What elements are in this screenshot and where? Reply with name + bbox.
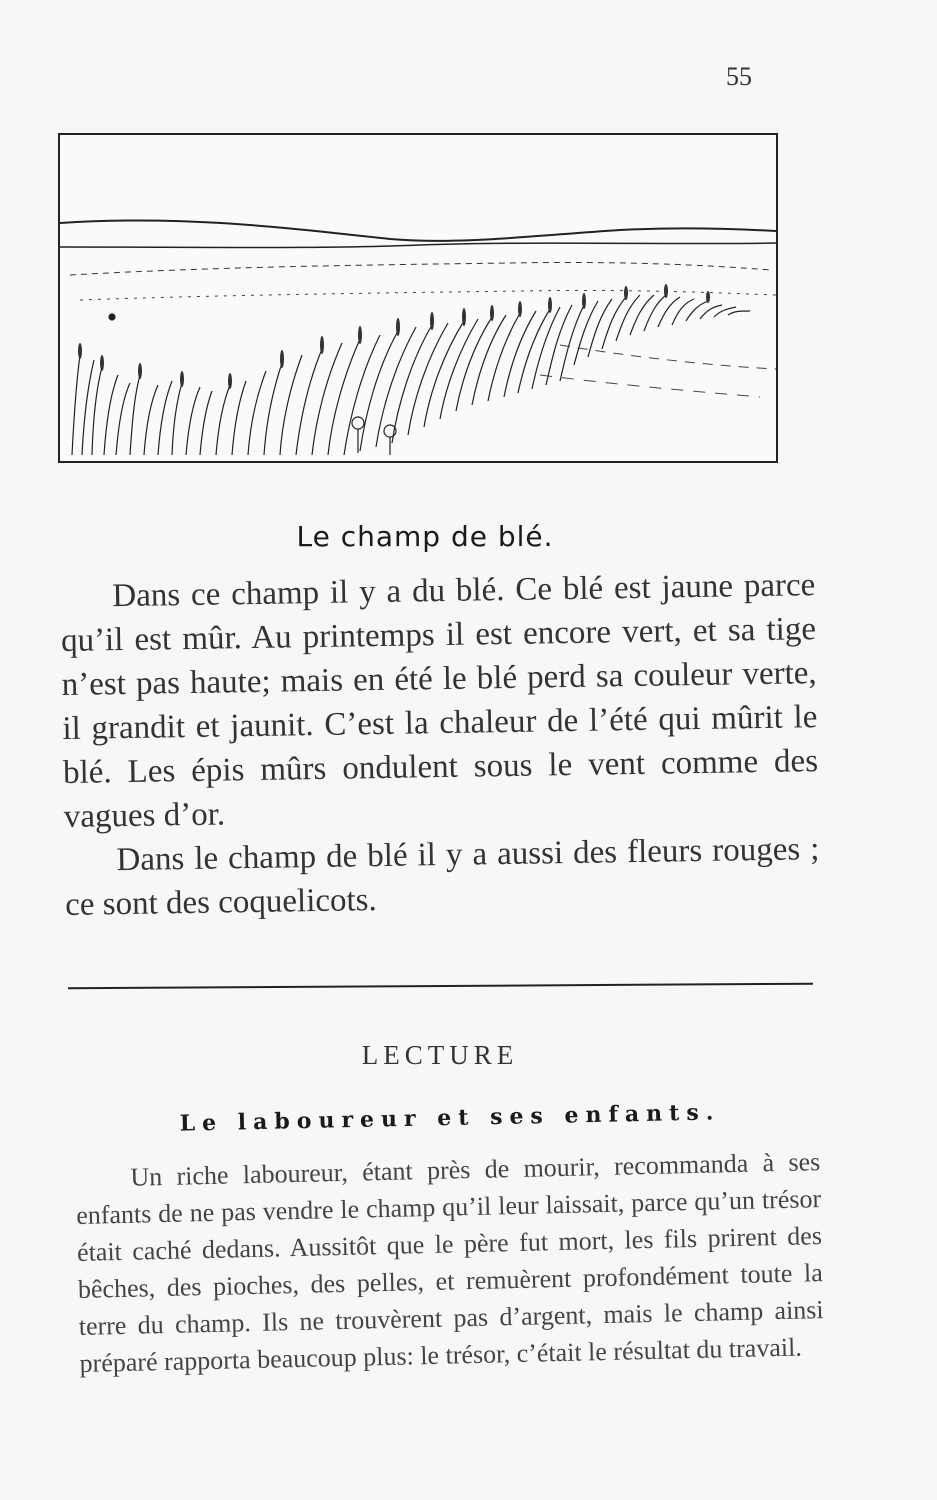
reading-section-heading: LECTURE [361,1040,519,1070]
lesson-text [60,563,820,927]
wheat-ears [78,284,710,389]
reading-title: Le laboureur et ses enfants. [179,1099,721,1137]
lesson-paragraph: Dans ce champ il y a du blé. Ce blé est jaune parce qu’il est mûr. Au printemps il est encore vert, et sa tige n’est pas haute; mais en été le blé perd sa couleur verte, il grandit et jaunit. C’est la chaleur de l’été qui mûrit le blé. Les épis mûrs ondulent sous le vent comme des vagues d’or. [60,567,819,835]
section-divider [68,983,813,990]
reading-paragraph: Un riche laboureur, étant près de mourir, recommanda à ses enfants de ne pas vendre le champ qu’il leur laissait, parce qu’un trésor était caché dedans. Aussitôt que le père fut mort, les fils prirent des bêches, des pioches, des pelles, et remuèrent profondément toute la terre du champ. Ils ne trouvèrent pas d’argent, mais le champ ainsi préparé rapporta beaucoup plus: le trésor, c’était le résultat du travail. [75,1147,824,1378]
lesson-paragraph: Dans le champ de blé il y a aussi des fleurs rouges ; ce sont des coquelicots. [64,831,820,923]
lesson-title: Le champ de blé. [296,520,554,553]
wheat-field-drawing [60,135,776,461]
poppy-flowers [109,314,396,455]
wheat-stalks [72,295,750,455]
reading-text [75,1143,825,1382]
page-number: 55 [726,62,752,91]
wheat-field-illustration [58,133,778,463]
